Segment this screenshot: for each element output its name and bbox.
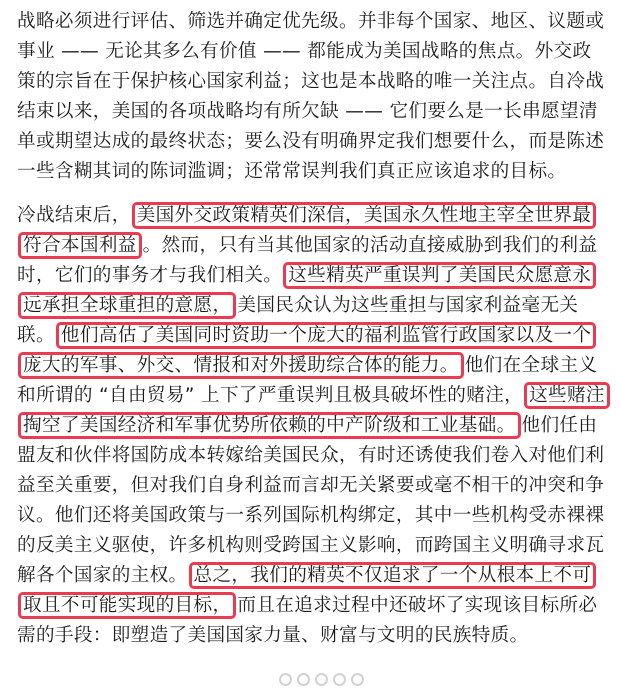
paragraph-elite-misjudgment bbox=[17, 201, 609, 651]
text-segment: 他们在全球主义和所谓的 “自由贸易” 上下了严重误判且极具破坏性的赌注， bbox=[17, 355, 598, 406]
text-segment: 冷战结束后， bbox=[17, 205, 131, 226]
watermark-dot-icon bbox=[333, 673, 346, 686]
watermark-dot-icon bbox=[297, 673, 310, 686]
article-body bbox=[17, 7, 609, 651]
highlight-box: 这些精英严重误判了美国民众愿意永远承担全球重担的意愿， bbox=[18, 262, 596, 319]
watermark-dot-icon bbox=[351, 673, 364, 686]
watermark-dots bbox=[279, 673, 364, 686]
highlight-box: 他们高估了美国同时资助一个庞大的福利监管行政国家以及一个庞大的军事、外交、情报和对外援助综合体的能力。 bbox=[18, 322, 596, 379]
highlight-box: 这些赌注掏空了美国经济和军事优势所依赖的中产阶级和工业基础。 bbox=[18, 382, 610, 439]
paragraph-strategy-priorities: 战略必须进行评估、筛选并确定优先级。并非每个国家、地区、议题或事业 —— 无论其多么有价值 —— 都能成为美国战略的焦点。外交政策的宗旨在于保护核心国家利益；这也是本战略的唯一关注点。自冷战结束以来，美国的各项战略均有所欠缺 —— 它们要么是一长串愿望清单或期望达成的最终状态；要么没有明确界定我们想要什么，而是陈述一些含糊其词的陈词滥调；还常常误判我们真正应该追求的目标。 bbox=[17, 11, 605, 182]
text-segment: 他们任由盟友和伙伴将国防成本转嫁给美国民众，有时还诱使我们卷入对他们利益至关重要，但对我们自身利益而言却无关紧要或毫不相干的冲突和争议。他们还将美国政策与一系列国际机构绑定，其中一些机构受赤裸裸的反美主义驱使，许多机构则受跨国主义影响，而跨国主义明确寻求瓦解各个国家的主权。 bbox=[17, 415, 605, 586]
text-segment: 。然而，只有当其他国家的活动直接威胁到我们的利益时，它们的事务才与我们相关。 bbox=[17, 235, 598, 286]
text-segment: 美国民众认为这些重担与国家利益毫无关联。 bbox=[17, 295, 579, 346]
highlight-box: 总之，我们的精英不仅追求了一个从根本上不可取且不可能实现的目标， bbox=[18, 562, 596, 619]
watermark-dot-icon bbox=[279, 673, 292, 686]
text-segment: 而且在追求过程中还破坏了实现该目标所必需的手段：即塑造了美国国家力量、财富与文明的民族特质。 bbox=[17, 595, 598, 646]
highlight-box: 美国外交政策精英们深信，美国永久性地主宰全世界最符合本国利益 bbox=[18, 202, 596, 259]
watermark-dot-icon bbox=[315, 673, 328, 686]
